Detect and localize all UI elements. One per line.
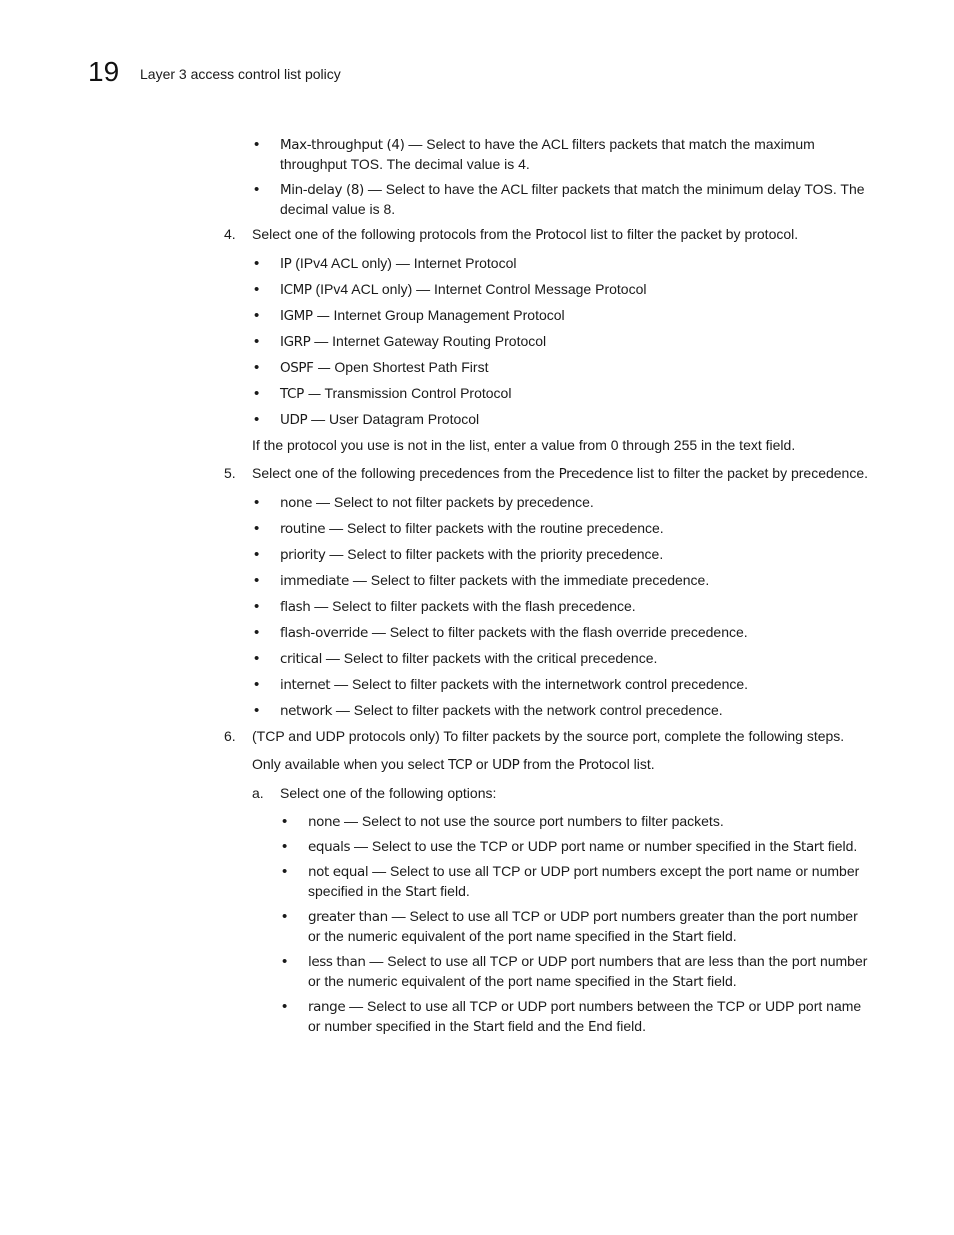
list-item	[280, 180, 874, 219]
step-5	[224, 464, 874, 484]
bullet-term: UDP	[280, 412, 308, 428]
bullet-term: OSPF —	[280, 360, 331, 376]
bullet-term: critical	[280, 651, 323, 667]
bullet-desc: Open Shortest Path First	[330, 359, 489, 375]
bullet-term: IP	[280, 256, 292, 272]
list-item	[280, 135, 874, 174]
field-name: Start	[405, 884, 437, 900]
bullet-desc: — Select to filter packets with the network control precedence.	[332, 702, 723, 718]
step-text: Select one of the following precedences from the	[252, 465, 559, 481]
step-text: list to filter the packet by precedence.	[633, 465, 869, 481]
bullet-term: Min-delay (8)	[280, 182, 364, 198]
list-item	[308, 997, 874, 1037]
bullet-desc: — Select to filter packets with the immediate precedence.	[348, 572, 710, 588]
step-number: 6.	[224, 728, 236, 744]
bullet-term: internet	[280, 677, 331, 693]
list-item	[280, 493, 874, 513]
tos-bullet-list	[224, 135, 874, 219]
bullet-desc: — Select to filter packets with the flash precedence.	[310, 598, 636, 614]
bullet-desc: — Select to filter packets with the priority precedence.	[325, 546, 664, 562]
bullet-desc: (IPv4 ACL only) — Internet Control Message Protocol	[311, 281, 647, 297]
list-item	[280, 410, 874, 430]
step-number: 4.	[224, 226, 236, 242]
field-name: Start	[672, 974, 704, 990]
note-term: TCP	[448, 757, 472, 773]
step-4	[224, 225, 874, 245]
bullet-desc: — Select to use all TCP or UDP port numbers between the TCP or UDP port name or number specified in the	[308, 998, 862, 1034]
bullet-desc: — Select to use all TCP or UDP port numbers that are less than the port number or the numeric equivalent of the port name specified in the	[308, 953, 868, 989]
bullet-term: IGRP	[280, 334, 311, 350]
step-text: Select one of the following protocols from the	[252, 226, 536, 242]
step-text: (TCP and UDP protocols only) To filter packets by the source port, complete the following steps.	[252, 728, 845, 744]
protocol-note: If the protocol you use is not in the list, enter a value from 0 through 255 in the text field.	[252, 437, 796, 453]
list-item	[280, 701, 874, 721]
bullet-desc: — Select to use all TCP or UDP port numbers greater than the port number or the numeric equivalent of the port name specified in the	[308, 908, 858, 944]
step-6	[224, 727, 874, 746]
bullet-desc: — User Datagram Protocol	[307, 411, 480, 427]
substep-a	[224, 784, 874, 803]
list-item	[308, 907, 874, 947]
list-item	[280, 384, 874, 404]
bullet-desc: Transmission Control Protocol	[320, 385, 512, 401]
precedence-bullet-list	[224, 493, 874, 721]
bullet-term: immediate	[280, 573, 349, 589]
bullet-term: flash-override	[280, 625, 368, 641]
chapter-title: Layer 3 access control list policy	[140, 66, 341, 82]
bullet-desc: — Select to filter packets with the flash override precedence.	[367, 624, 748, 640]
bullet-desc: — Select to not use the source port numbers to filter packets.	[340, 813, 724, 829]
bullet-term: range	[308, 999, 346, 1015]
list-item	[280, 254, 874, 274]
list-item	[280, 623, 874, 643]
bullet-term: equals	[308, 839, 351, 855]
bullet-desc: — Select to have the ACL filters packets that match the maximum throughput TOS. The decimal value is 4.	[280, 136, 815, 172]
bullet-term: IGMP —	[280, 308, 330, 324]
list-item	[308, 812, 874, 832]
bullet-desc: field and the	[503, 1018, 589, 1034]
list-item	[280, 519, 874, 539]
substep-letter: a.	[252, 785, 264, 801]
port-option-bullet-list	[224, 812, 874, 1037]
protocol-bullet-list	[224, 254, 874, 430]
field-name: End	[588, 1019, 613, 1035]
list-item	[280, 571, 874, 591]
note-term: Protocol	[578, 757, 630, 773]
bullet-term: none	[280, 495, 313, 511]
step-text: list to filter the packet by protocol.	[586, 226, 799, 242]
bullet-term: less than	[308, 954, 366, 970]
note-text: or	[471, 756, 493, 772]
bullet-desc: field.	[823, 838, 858, 854]
list-item	[308, 862, 874, 902]
bullet-term: network	[280, 703, 333, 719]
note-text: list.	[629, 756, 655, 772]
field-name: Start	[472, 1019, 504, 1035]
list-item	[280, 649, 874, 669]
bullet-desc: (IPv4 ACL only) — Internet Protocol	[291, 255, 517, 271]
list-item	[280, 545, 874, 565]
chapter-number: 19	[88, 56, 120, 87]
bullet-desc: — Select to not filter packets by precedence.	[312, 494, 594, 510]
list-item	[280, 332, 874, 352]
bullet-term: none	[308, 814, 341, 830]
list-item	[280, 306, 874, 326]
step-term: Protocol	[535, 227, 587, 243]
step-term: Precedence	[558, 466, 633, 482]
substep-text: Select one of the following options:	[280, 785, 497, 801]
list-item	[308, 952, 874, 992]
bullet-desc: Internet Group Management Protocol	[329, 307, 565, 323]
list-item	[280, 675, 874, 695]
bullet-desc: — Select to filter packets with the internetwork control precedence.	[330, 676, 749, 692]
list-item	[280, 597, 874, 617]
bullet-desc: — Select to filter packets with the routine precedence.	[325, 520, 664, 536]
bullet-term: TCP —	[280, 386, 321, 402]
bullet-desc: — Internet Gateway Routing Protocol	[310, 333, 547, 349]
note-text: from the	[519, 756, 579, 772]
step-number: 5.	[224, 465, 236, 481]
port-note	[224, 755, 874, 775]
list-item	[308, 837, 874, 857]
field-name: Start	[792, 839, 824, 855]
list-item	[280, 280, 874, 300]
field-name: Start	[672, 929, 704, 945]
bullet-desc: field.	[612, 1018, 646, 1034]
note-text: Only available when you select	[252, 756, 449, 772]
bullet-term: ICMP	[280, 282, 312, 298]
document-body	[224, 135, 874, 1043]
bullet-term: not equal	[308, 864, 369, 880]
list-item	[280, 358, 874, 378]
bullet-desc: field.	[703, 973, 737, 989]
bullet-term: flash	[280, 599, 311, 615]
bullet-desc: field.	[703, 928, 737, 944]
bullet-desc: — Select to use all TCP or UDP port numbers except the port name or number specified in the	[308, 863, 860, 899]
bullet-term: routine	[280, 521, 326, 537]
bullet-desc: — Select to filter packets with the critical precedence.	[322, 650, 658, 666]
note-term: UDP	[492, 757, 520, 773]
bullet-term: Max-throughput (4)	[280, 137, 405, 153]
bullet-term: priority	[280, 547, 326, 563]
bullet-term: greater than	[308, 909, 388, 925]
bullet-desc: — Select to use the TCP or UDP port name or number specified in the	[350, 838, 793, 854]
bullet-desc: field.	[436, 883, 470, 899]
bullet-desc: — Select to have the ACL filter packets that match the minimum delay TOS. The decimal value is 8.	[280, 181, 865, 217]
